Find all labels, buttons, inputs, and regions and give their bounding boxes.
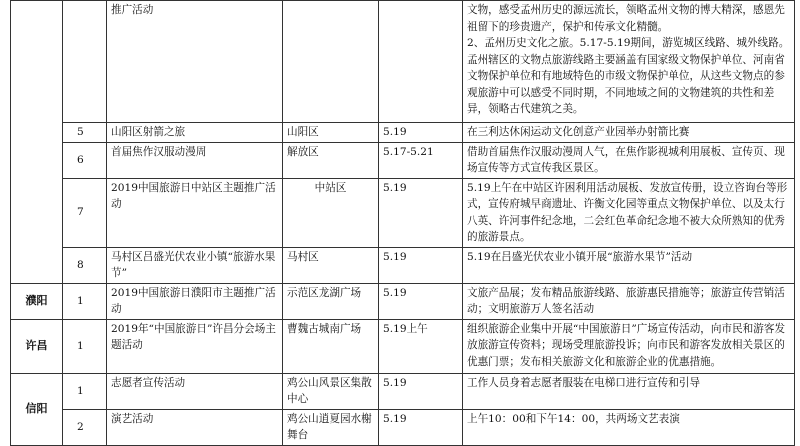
activity-content: 组织旅游企业集中开展“中国旅游日”广场宣传活动，向市民和游客发放旅游宣传资料；现场受理旅游投诉；向市民和游客发放相关景区的优惠门票；发布相关旅游文化和旅游企业的优惠措施。 bbox=[463, 319, 795, 373]
table-row bbox=[11, 373, 795, 409]
activity-place: 曹魏古城南广场 bbox=[283, 319, 379, 373]
activity-name: 山阳区射箭之旅 bbox=[107, 123, 283, 143]
city-cell bbox=[11, 1, 63, 284]
activity-name: 演艺活动 bbox=[107, 409, 283, 445]
activity-content: 5.19在吕盛光伏农业小镇开展“旅游水果节”活动 bbox=[463, 247, 795, 283]
activity-content: 文旅产品展；发布精品旅游线路、旅游惠民措施等；旅游宣传营销活动；文明旅游万人签名活动 bbox=[463, 283, 795, 319]
city-cell: 信阳 bbox=[11, 373, 63, 445]
activity-date: 5.19 bbox=[379, 373, 463, 409]
activity-table bbox=[10, 0, 795, 446]
activity-content: 5.19上午在中站区许困利用活动展板、发放宣传册，设立咨询台等形式，宣传府城早商遗址、许衡文化园等重点文物保护单位、以及太行八英、许河事件纪念地，二会红色革命纪念地不被大众所熟知的优秀的旅游景点。 bbox=[463, 178, 795, 247]
activity-content: 借助首届焦作汉服动漫周人气，在焦作影视城利用展板、宣传页、现场宣传等方式宣传我区景区。 bbox=[463, 142, 795, 178]
row-number: 1 bbox=[63, 319, 107, 373]
table-row bbox=[11, 247, 795, 283]
table-row bbox=[11, 409, 795, 445]
table-row bbox=[11, 178, 795, 247]
row-number: 6 bbox=[63, 142, 107, 178]
activity-name: 马村区吕盛光伏农业小镇“旅游水果节” bbox=[107, 247, 283, 283]
activity-date: 5.19 bbox=[379, 178, 463, 247]
activity-place: 解放区 bbox=[283, 142, 379, 178]
activity-place: 马村区 bbox=[283, 247, 379, 283]
activity-name: 2019中国旅游日中站区主题推广活动 bbox=[107, 178, 283, 247]
city-cell: 濮阳 bbox=[11, 283, 63, 319]
activity-date: 5.19 bbox=[379, 123, 463, 143]
table-row bbox=[11, 283, 795, 319]
activity-place: 中站区 bbox=[283, 178, 379, 247]
row-number bbox=[63, 1, 107, 123]
row-number: 8 bbox=[63, 247, 107, 283]
activity-name: 2019中国旅游日濮阳市主题推广活动 bbox=[107, 283, 283, 319]
activity-content: 上午10：00和下午14：00，共两场文艺表演 bbox=[463, 409, 795, 445]
activity-content: 工作人员身着志愿者服装在电梯口进行宣传和引导 bbox=[463, 373, 795, 409]
row-number: 1 bbox=[63, 283, 107, 319]
activity-content: 在三利达休闲运动文化创意产业园举办射箭比赛 bbox=[463, 123, 795, 143]
activity-place bbox=[283, 1, 379, 123]
row-number: 2 bbox=[63, 409, 107, 445]
activity-name: 推广活动 bbox=[107, 1, 283, 123]
activity-date: 5.19 bbox=[379, 283, 463, 319]
activity-date: 5.19上午 bbox=[379, 319, 463, 373]
row-number: 1 bbox=[63, 373, 107, 409]
activity-place: 鸡公山逍夏园水榭舞台 bbox=[283, 409, 379, 445]
row-number: 7 bbox=[63, 178, 107, 247]
activity-name: 志愿者宣传活动 bbox=[107, 373, 283, 409]
row-number: 5 bbox=[63, 123, 107, 143]
activity-date: 5.19 bbox=[379, 247, 463, 283]
activity-content: 文物，感受孟州历史的源远流长，领略孟州文物的博大精深，感恩先祖留下的珍贵遗产，保护和传承文化精髓。 2、孟州历史文化之旅。5.17-5.19期间，游览城区线路、城外线路。孟州辖区的文物点旅游线路主要涵盖有国家级文物保护单位、河南省文物保护单位和有地域特色的市级文物保护单位，从这些文物点的参观旅游中可以感受不同时期，不同地域之间的文物建筑的共性和差异，领略古代建筑之美。 bbox=[463, 1, 795, 123]
activity-name: 首届焦作汉服动漫周 bbox=[107, 142, 283, 178]
table-row bbox=[11, 1, 795, 123]
table-row bbox=[11, 123, 795, 143]
city-cell: 许昌 bbox=[11, 319, 63, 373]
activity-date: 5.19 bbox=[379, 409, 463, 445]
activity-name: 2019年“中国旅游日”许昌分会场主题活动 bbox=[107, 319, 283, 373]
activity-place: 鸡公山风景区集散中心 bbox=[283, 373, 379, 409]
activity-date: 5.17-5.21 bbox=[379, 142, 463, 178]
activity-place: 示范区龙湖广场 bbox=[283, 283, 379, 319]
table-row bbox=[11, 142, 795, 178]
activity-date bbox=[379, 1, 463, 123]
activity-place: 山阳区 bbox=[283, 123, 379, 143]
table-row bbox=[11, 319, 795, 373]
